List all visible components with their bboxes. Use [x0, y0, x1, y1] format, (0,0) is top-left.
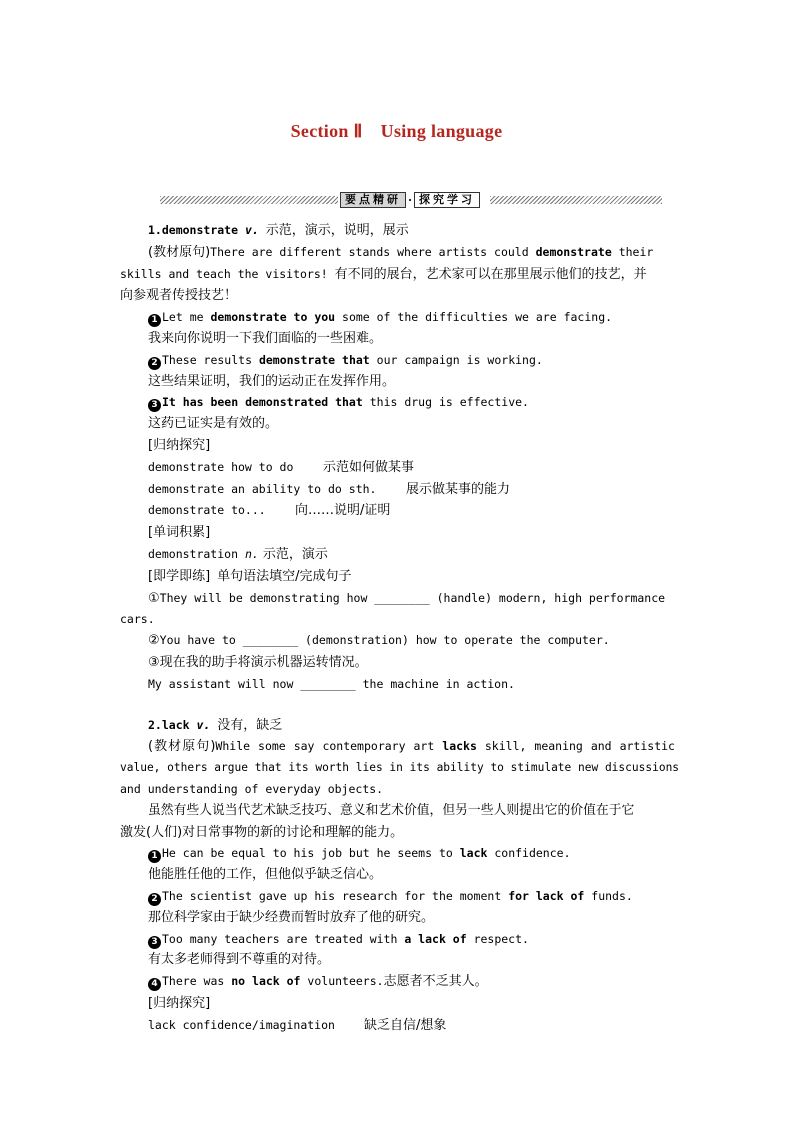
item-2-original-line2 — [120, 758, 680, 779]
original-translation: 虽然有些人说当代艺术缺乏技巧、意义和艺术价值，但另一些人则提出它的价值在于它 — [148, 802, 635, 818]
example-3 — [120, 929, 675, 950]
vocab-item — [120, 544, 675, 566]
example-text: respect. — [466, 931, 529, 946]
original-text: While some say contemporary art — [215, 739, 435, 754]
example-translation: 他能胜任他的工作，但他似乎缺乏信心。 — [148, 867, 383, 883]
example-number: 2 — [148, 893, 161, 906]
vocab-label-text: [单词积累] — [148, 525, 211, 541]
example-keyword: It has been demonstrated that — [162, 395, 363, 410]
example-text: our campaign is working. — [369, 352, 543, 367]
practice-text: cars. — [120, 612, 155, 627]
example-4 — [120, 971, 675, 993]
example-keyword: for lack of — [508, 888, 585, 903]
summary-label-text: [归纳探究] — [148, 437, 211, 453]
original-text: their — [618, 244, 654, 259]
example-keyword: a lack of — [404, 931, 467, 946]
original-text: value, others argue that its worth lies in its ability to stimulate new discussions — [120, 761, 680, 775]
original-keyword: lacks — [442, 739, 477, 754]
summary-item — [120, 457, 675, 479]
example-keyword: demonstrate that — [258, 352, 370, 367]
summary-item — [120, 1015, 675, 1037]
example-2 — [120, 886, 675, 907]
item-word: lack — [161, 717, 190, 732]
section-number: Section Ⅱ — [290, 121, 363, 141]
example-text: confidence. — [487, 846, 571, 861]
example-text: He can be equal to his job but he seems to — [162, 846, 460, 861]
original-label: (教材原句) — [148, 244, 211, 260]
example-2-translation — [120, 371, 675, 393]
original-text: and understanding of everyday objects. — [120, 781, 384, 796]
vocab-label — [120, 522, 675, 544]
example-text: volunteers. — [300, 974, 384, 989]
example-number: 3 — [148, 399, 161, 412]
summary-phrase: demonstrate how to do — [148, 459, 294, 474]
example-keyword: demonstrate to you — [210, 310, 336, 325]
item-2-heading — [120, 715, 675, 737]
example-3-translation — [120, 413, 675, 435]
example-translation: 我来向你说明一下我们面临的一些困难。 — [148, 330, 383, 346]
example-translation: 这些结果证明，我们的运动正在发挥作用。 — [148, 373, 396, 389]
original-translation: 向参观者传授技艺！ — [120, 288, 238, 304]
example-3 — [120, 392, 675, 413]
example-translation: 有太多老师得到不尊重的对待。 — [148, 952, 331, 968]
item-2-translation-line1 — [120, 800, 675, 822]
practice-item-2 — [120, 630, 675, 652]
original-label: (教材原句) — [148, 739, 216, 755]
item-1-heading — [120, 220, 675, 242]
banner-label — [340, 191, 480, 209]
original-text: There are different stands where artists could — [210, 244, 529, 259]
practice-number: ② — [148, 633, 160, 649]
vocab-word: demonstration — [148, 546, 245, 561]
practice-prompt: 现在我的助手将演示机器运转情况。 — [159, 654, 368, 670]
summary-meaning: 示范如何做某事 — [323, 459, 415, 475]
summary-item — [120, 479, 675, 501]
example-1-translation — [120, 864, 675, 886]
banner-hatch-left — [160, 196, 338, 204]
practice-title: 单句语法填空/完成句子 — [217, 568, 352, 584]
item-1-original-line3 — [120, 285, 675, 307]
main-content — [120, 220, 680, 1036]
example-text: The scientist gave up his research for the moment — [162, 888, 509, 903]
example-number: 4 — [148, 978, 161, 991]
example-number: 1 — [148, 314, 161, 327]
vocab-pos: n. — [244, 546, 259, 561]
example-text: These results — [162, 352, 259, 367]
example-1-translation — [120, 328, 675, 350]
example-keyword: lack — [459, 846, 488, 861]
item-pos: v. — [196, 717, 211, 732]
example-text: some of the difficulties we are facing. — [335, 310, 613, 325]
section-topic: Using language — [380, 121, 503, 141]
example-number: 2 — [148, 357, 161, 370]
page-title — [0, 121, 793, 142]
item-number: 2. — [148, 717, 162, 732]
banner-label-right: 探究学习 — [414, 192, 480, 208]
original-translation: 激发(人们)对日常事物的新的讨论和理解的能力。 — [120, 824, 404, 840]
practice-item-3-answer — [120, 674, 675, 695]
example-text: this drug is effective. — [362, 395, 529, 410]
example-translation: 那位科学家由于缺少经费而暂时放弃了他的研究。 — [148, 909, 435, 925]
original-text: skills and teach the visitors! — [120, 266, 328, 281]
example-3-translation — [120, 949, 675, 971]
summary-meaning: 向……说明/证明 — [295, 503, 391, 519]
example-keyword: no lack of — [231, 974, 301, 989]
item-2-original-line1 — [120, 736, 675, 758]
banner-dot: · — [408, 193, 412, 207]
original-translation: 有不同的展台，艺术家可以在那里展示他们的技艺，并 — [334, 266, 647, 282]
example-translation: 这药已证实是有效的。 — [148, 416, 279, 432]
practice-text: You have to ________ (demonstration) how to operate the computer. — [159, 633, 610, 648]
original-keyword: demonstrate — [535, 244, 612, 259]
summary-phrase: demonstrate an ability to do sth. — [148, 481, 377, 496]
example-text: Too many teachers are treated with — [162, 931, 405, 946]
example-number: 1 — [148, 850, 161, 863]
item-number: 1. — [148, 223, 162, 237]
item-meaning: 没有，缺乏 — [217, 717, 283, 733]
banner-hatch-right — [490, 196, 662, 204]
example-text: funds. — [584, 888, 633, 903]
summary-label-text: [归纳探究] — [148, 995, 211, 1011]
item-1-original-line2 — [120, 264, 675, 286]
practice-heading — [120, 566, 675, 588]
summary-phrase: demonstrate to... — [148, 503, 266, 518]
example-2 — [120, 350, 675, 371]
practice-text: They will be demonstrating how ________ (handle) modern, high performance — [159, 590, 666, 605]
practice-item-1-cont — [120, 609, 675, 630]
original-text: skill, meaning and artistic — [484, 739, 675, 754]
example-translation: 志愿者不乏其人。 — [383, 974, 488, 990]
item-2-translation-line2 — [120, 822, 675, 844]
summary-item — [120, 500, 675, 522]
practice-label: [即学即练] — [148, 568, 211, 584]
example-1 — [120, 307, 675, 328]
example-2-translation — [120, 907, 675, 929]
practice-item-3 — [120, 652, 675, 674]
summary-label — [120, 993, 675, 1015]
summary-meaning: 缺乏自信/想象 — [364, 1017, 447, 1033]
summary-phrase: lack confidence/imagination — [148, 1017, 335, 1032]
practice-item-1 — [120, 588, 675, 610]
summary-label — [120, 435, 675, 457]
item-word: demonstrate — [161, 223, 239, 237]
example-text: There was — [162, 974, 232, 989]
item-2-original-line3 — [120, 779, 675, 800]
example-1 — [120, 843, 675, 864]
section-banner — [160, 191, 662, 209]
item-meaning: 示范，演示，说明，展示 — [265, 223, 409, 238]
example-text: Let me — [162, 310, 211, 325]
item-pos: v. — [244, 223, 259, 237]
summary-meaning: 展示做某事的能力 — [406, 481, 511, 497]
practice-number: ③ — [148, 654, 160, 670]
banner-label-left: 要点精研 — [340, 192, 406, 208]
item-1-original-line1 — [120, 242, 675, 264]
practice-text: My assistant will now ________ the machine in action. — [148, 676, 515, 691]
example-number: 3 — [148, 936, 161, 949]
practice-number: ① — [148, 590, 160, 606]
vocab-meaning: 示范，演示 — [258, 546, 328, 562]
